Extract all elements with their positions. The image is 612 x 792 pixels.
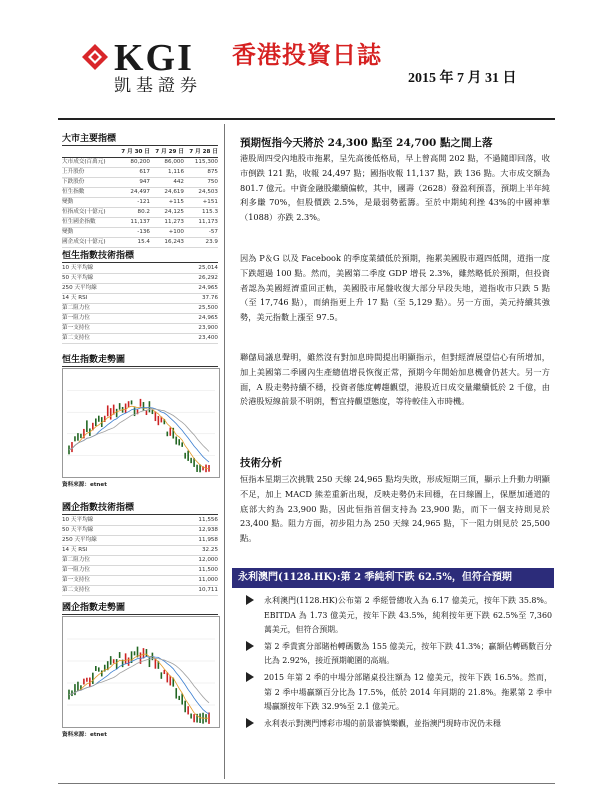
row-value: 11,273 (164, 219, 184, 225)
row-label: 250 天平均線 (62, 537, 97, 543)
row-value: 11,000 (198, 577, 218, 583)
row-value: 115.3 (201, 209, 218, 215)
row-label: 下跌股份 (62, 179, 85, 185)
row-label: 恒生指數 (62, 189, 85, 195)
row-value: 11,173 (198, 219, 218, 225)
row-label: 恒指成交(十億元) (62, 209, 106, 215)
table-row (62, 294, 218, 304)
row-value: +100 (168, 229, 184, 235)
col-header: 7 月 29 日 (155, 149, 184, 155)
row-label: 第一阻力位 (62, 567, 90, 573)
list-item (246, 640, 552, 669)
header-divider (58, 118, 555, 120)
table-row (62, 274, 218, 284)
row-label: 變動 (62, 199, 74, 205)
hscei-chart-source: 資料來源：etnet (62, 732, 107, 738)
row-value: 11,958 (198, 537, 218, 543)
row-value: 750 (207, 179, 218, 185)
column-divider (224, 124, 225, 779)
table-row (62, 284, 218, 294)
row-value: 23,400 (198, 335, 218, 341)
table-row (62, 334, 218, 344)
row-value: 80.2 (137, 209, 150, 215)
tech-analysis-paragraph: 恒指本星期三次挑戰 250 天線 24,965 點均失敗，形成短期三頂，顯示上升動力明顯不足，加上 MACD 熊差重新出現，反映走勢仍未回穩，在日線圖上，保歷加通道的底部大約為 23,900 點，因此恒指首個支持為 23,900 點，而下一個支持則見於 23,400 點。阻力方面，初步阻力為 250 天線 24,965 點，下一阻力則見於 25,500 點。 (240, 474, 550, 544)
logo-wordmark: KGI (114, 37, 194, 79)
bullet-text: 2015 年第 2 季的中場分部賭桌投注額為 12 億美元，按年下跌 16.5%。然而，第 2 季中場贏額百分比為 17.5%，低於 2014 年同期的 21.8%。拖累第 2 季中場贏額按年下跌 32.9%至 2.1 億美元。 (264, 672, 552, 712)
document-date: 2015 年 7 月 31 日 (408, 71, 517, 86)
row-label: 第一支持位 (62, 577, 90, 583)
row-label: 變動 (62, 229, 74, 235)
bullet-text: 永利澳門(1128.HK)公布第 2 季經營總收入為 6.17 億美元，按年下跌 35.8%。EBITDA 為 1.73 億美元，按年下跌 43.5%，純利按年更下跌 62.5%至 7,360 萬美元，但符合預期。 (264, 596, 552, 635)
row-value: 23.9 (205, 239, 218, 245)
row-label: 第一支持位 (62, 325, 90, 331)
row-value: 24,497 (130, 189, 150, 195)
row-value: 16,243 (164, 239, 184, 245)
row-value: -136 (137, 229, 150, 235)
table-row (62, 556, 218, 566)
table-row (62, 188, 218, 198)
tech-analysis-heading: 技術分析 (240, 457, 282, 469)
hsi-chart (62, 368, 220, 478)
row-value: +151 (202, 199, 218, 205)
row-value: 24,619 (164, 189, 184, 195)
market-review-paragraph: 港股周四受內地股市拖累，呈先高後低格局，早上曾高開 202 點，不過隨即回落，收市倒跌 121 點，收報 24,497 點；國指收報 11,137 點，跌 136 點。大市成交額為 801.7 億元。中資金融股繼續偏軟，其中，國壽（2628）發盈利預喜，預期上半年純利多賺 70%，但股價跌 2.5%，是最弱勢藍籌。至於中期純利挫 43%的中國神華（1088）亦跌 2.3%。 (240, 153, 550, 223)
row-label: 上升股份 (62, 169, 85, 175)
row-value: 24,965 (198, 285, 218, 291)
table-row (62, 536, 218, 546)
col-header: 7 月 28 日 (189, 149, 218, 155)
row-label: 10 天平均線 (62, 517, 94, 523)
outlook-paragraph: 聯儲局議息聲明，雖然沒有對加息時間提出明顯指示，但對經濟展望信心有所增加，加上美國第二季國內生產總值增長恢復正常，預期今年開始加息機會仍甚大。另一方面，A 股走勢持續不穩，投資者態度轉趨觀望，港股近日成交量繼續低於 2 千億，由於港股短線前景不明朗，暫宜持觀望態度，等待較佳入市時機。 (240, 352, 550, 407)
row-label: 第一阻力位 (62, 315, 90, 321)
row-value: 10,711 (198, 587, 218, 593)
row-value: 24,503 (198, 189, 218, 195)
stock-banner: 永利澳門(1128.HK):第 2 季純利下跌 62.5%，但符合預期 (232, 568, 554, 588)
table-row (62, 264, 218, 274)
table-row (62, 324, 218, 334)
row-value: 25,014 (198, 265, 218, 271)
table-row (62, 526, 218, 536)
table-row (62, 178, 218, 188)
hscei-chart (62, 616, 220, 728)
bullet-text: 永利表示對澳門博彩市場的前景審慎樂觀，並指澳門現時市況仍未穩 (264, 718, 501, 728)
row-value: 947 (139, 179, 150, 185)
row-value: 24,965 (198, 315, 218, 321)
row-value: 24,125 (164, 209, 184, 215)
table-row (62, 304, 218, 314)
row-label: 第二阻力位 (62, 557, 90, 563)
row-label: 恒生國企指數 (62, 219, 96, 225)
row-value: 12,000 (198, 557, 218, 563)
row-value: -121 (137, 199, 150, 205)
market-indicators-table (62, 148, 218, 248)
row-value: 26,292 (198, 275, 218, 281)
table-row (62, 218, 218, 228)
row-label: 國企成交(十億元) (62, 239, 106, 245)
row-value: 115,300 (194, 159, 218, 165)
hsi-tech-table (62, 264, 218, 344)
row-label: 250 天平均線 (62, 285, 97, 291)
table-row (62, 228, 218, 238)
logo-chinese-name: 凱基證券 (114, 76, 202, 96)
row-value: 1,116 (167, 169, 184, 175)
table-row (62, 586, 218, 596)
table-row (62, 516, 218, 526)
table-row (62, 198, 218, 208)
row-value: 11,500 (198, 567, 218, 573)
row-label: 第二阻力位 (62, 305, 90, 311)
row-value: 86,000 (164, 159, 184, 165)
table-row (62, 168, 218, 178)
row-value: 875 (207, 169, 218, 175)
row-label: 大市成交(百萬元) (62, 159, 106, 165)
article-headline: 預期恆指今天將於 24,300 點至 24,700 點之間上落 (240, 137, 493, 149)
table-header-row (62, 148, 218, 158)
row-value: +115 (168, 199, 184, 205)
list-item (246, 671, 552, 715)
row-label: 50 天平均線 (62, 527, 94, 533)
row-label: 10 天平均線 (62, 265, 94, 271)
footer-divider (58, 783, 555, 784)
table-row (62, 314, 218, 324)
row-label: 14 天 RSI (62, 547, 88, 553)
row-label: 14 天 RSI (62, 295, 88, 301)
row-value: -57 (208, 229, 218, 235)
row-value: 15.4 (137, 239, 150, 245)
table-row (62, 238, 218, 248)
document-title: 香港投資日誌 (232, 40, 382, 69)
row-value: 32.25 (201, 547, 218, 553)
table-row (62, 158, 218, 168)
row-value: 12,938 (198, 527, 218, 533)
bullet-text: 第 2 季貴賓分部賭枱轉碼數為 155 億美元，按年下跌 41.3%；贏額佔轉碼數百分比為 2.92%，接近預期範圍的高端。 (264, 641, 552, 666)
row-value: 37.76 (201, 295, 218, 301)
hscei-tech-table (62, 516, 218, 596)
row-value: 25,500 (198, 305, 218, 311)
table-row (62, 546, 218, 556)
row-value: 442 (173, 179, 184, 185)
row-label: 50 天平均線 (62, 275, 94, 281)
market-table-heading: 大市主要指標 (62, 133, 218, 146)
row-value: 11,137 (130, 219, 150, 225)
us-market-paragraph: 因為 P＆G 以及 Facebook 的季度業績低於預期，拖累美國股市週四低開，道指一度下跌超過 100 點。然而，美國第二季度 GDP 增長 2.3%，雖然略低於預期，但投資者認為美國經濟重回正軌，美國股市尾盤收復大部分早段失地，道指收市只跌 5 點（至 17,746 點），而納指更上升 17 點（至 5,129 點）。另一方面，美元持續其強勢，美元指數上漲至 97.5。 (240, 253, 550, 323)
col-header: 7 月 30 日 (121, 149, 150, 155)
table-row (62, 566, 218, 576)
row-value: 617 (139, 169, 150, 175)
row-value: 80,200 (130, 159, 150, 165)
hscei-tech-heading: 國企指數技術指標 (62, 502, 218, 515)
hsi-chart-source: 資料來源：etnet (62, 482, 107, 488)
table-row (62, 208, 218, 218)
hscei-chart-heading: 國企指數走勢圖 (62, 602, 218, 615)
arrow-bullet-icon (246, 718, 254, 728)
kgi-logo-icon (82, 44, 108, 70)
arrow-bullet-icon (246, 595, 254, 605)
hsi-chart-heading: 恒生指數走勢圖 (62, 354, 218, 367)
list-item (246, 717, 552, 732)
row-value: 11,556 (198, 517, 218, 523)
row-value: 23,900 (198, 325, 218, 331)
list-item (246, 594, 552, 638)
stock-bullet-list (246, 594, 552, 733)
hsi-tech-heading: 恒生指數技術指標 (62, 250, 218, 263)
table-row (62, 576, 218, 586)
arrow-bullet-icon (246, 672, 254, 682)
row-label: 第二支持位 (62, 587, 90, 593)
arrow-bullet-icon (246, 641, 254, 651)
row-label: 第二支持位 (62, 335, 90, 341)
